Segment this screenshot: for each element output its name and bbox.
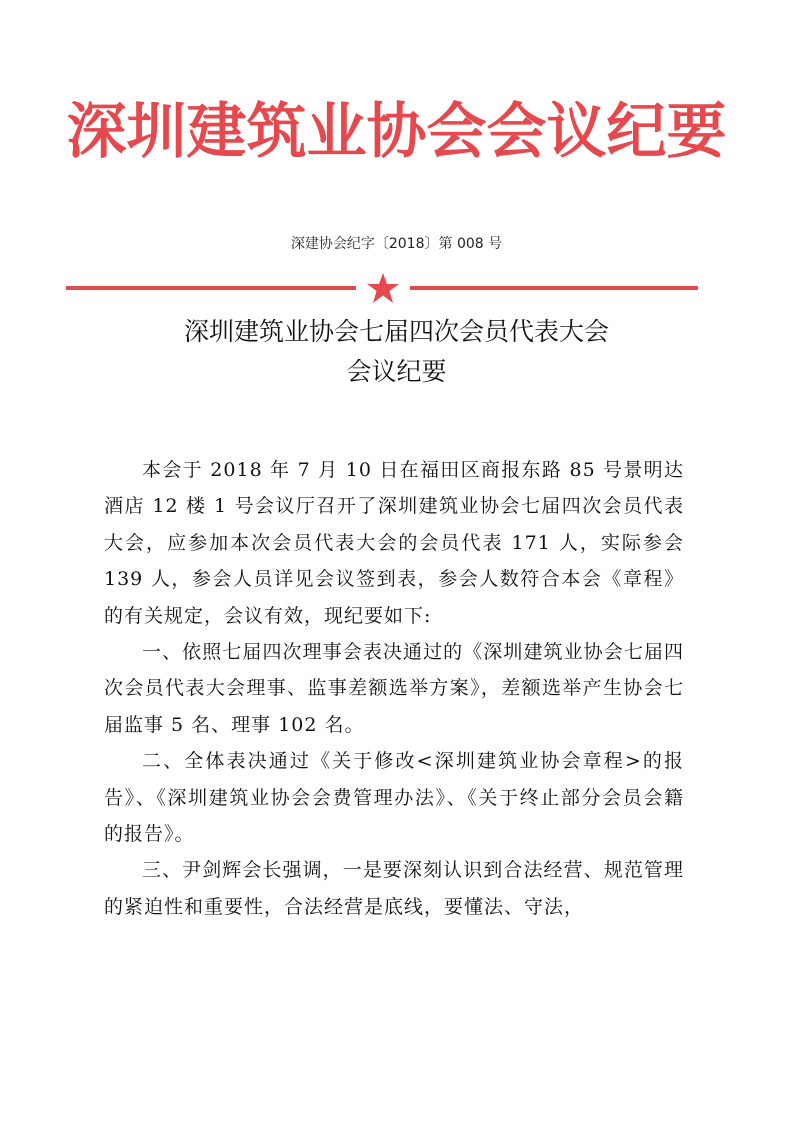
- document-number: 深建协会纪字〔2018〕第 008 号: [290, 236, 503, 252]
- paragraph-intro: 本会于 2018 年 7 月 10 日在福田区商报东路 85 号景明达酒店 12 楼 1 号会议厅召开了深圳建筑业协会七届四次会员代表大会，应参加本次会员代表大会的会员代表 171 人，实际参会 139 人，参会人员详见会议签到表，参会人数符合本会《章程》的有关规定，会议有效，现纪要如下:: [104, 459, 684, 627]
- red-rule-left: [66, 286, 356, 290]
- paragraph-item-1: 一、依照七届四次理事会表决通过的《深圳建筑业协会七届四次会员代表大会理事、监事差额选举方案》，差额选举产生协会七届监事 5 名、理事 102 名。: [104, 641, 684, 736]
- letterhead-title: 深圳建筑业协会会议纪要: [66, 97, 727, 167]
- title-line-1: 深圳建筑业协会七届四次会员代表大会: [183, 317, 609, 346]
- document-title: [0, 312, 793, 392]
- paragraph-item-3: 三、尹剑辉会长强调，一是要深刻认识到合法经营、规范管理的紧迫性和重要性，合法经营是底线，要懂法、守法，: [104, 859, 684, 918]
- star-shape: [367, 273, 399, 303]
- star-icon: [366, 272, 400, 304]
- title-line-2: 会议纪要: [346, 357, 447, 386]
- red-rule-right: [410, 286, 698, 290]
- document-body: [104, 452, 684, 925]
- paragraph-item-2: 二、全体表决通过《关于修改<深圳建筑业协会章程>的报告》、《深圳建筑业协会会费管理办法》、《关于终止部分会员会籍的报告》。: [104, 750, 684, 846]
